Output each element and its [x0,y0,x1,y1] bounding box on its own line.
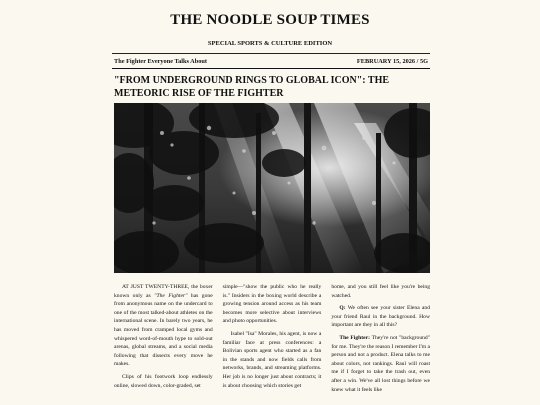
question-text: We often see your sister Elena and your friend Raul in the background. How important are they in all this? [331,305,430,329]
answer-label: The Fighter: [339,334,370,341]
article-column-1 [114,283,213,405]
article-column-2 [223,283,322,405]
answer [331,334,430,394]
top-rule [112,53,430,54]
text-run: has gone from anonymous name on the undercard to one of the most talked-about athletes on the international scene. In barely two years, he has moved from cramped local gyms and whispered word-of-mouth hype to sold-out arenas, global streams, and a social media following that dissects every move he makes. [114,292,213,368]
answer-text: They're not "background" for me. They're the reason I remember I'm a person and not a product. Elena talks to me about colors, not rankings. Raul will roast me if I forget to take the trash out, even after a win. We've all lost things before we knew what it feels like [331,334,430,393]
fighter-nickname: "The Fighter" [154,292,188,299]
article-body [114,283,430,405]
question-label: Q: [339,305,346,312]
question [331,304,430,330]
dateline-rule [112,68,430,69]
section-title: The Fighter Everyone Talks About [114,58,207,65]
text-run: AT JUST TWENTY-THREE, the boxer known only as [114,284,213,299]
issue-date: FEBRUARY 15, 2026 / 5G [356,58,428,65]
paragraph: home, and you still feel like you're being watched. [331,284,430,299]
paragraph: Isabel "Isa" Morales, his agent, is now a familiar face at press conferences: a Bolivian sports agent who started as a fan in the stands and now fields calls from networks, brands, and streaming platforms. Her job is no longer just about contracts; it is about choosing which stories get [222,330,322,389]
paragraph: simple—"show the public who he really is." Insiders in the boxing world describe a growing tension around access as his team becomes more selective about interviews and photo opportunities. [222,284,322,325]
masthead: THE NOODLE SOUP TIMES [170,12,370,28]
forest-sunbeams-photo [114,103,430,273]
paragraph [114,283,213,369]
article-headline: "FROM UNDERGROUND RINGS TO GLOBAL ICON": THE METEORIC RISE OF THE FIGHTER [114,75,390,99]
paragraph: Clips of his footwork loop endlessly online, slowed down, color-graded, set [114,373,213,389]
edition-label: SPECIAL SPORTS & CULTURE EDITION [207,40,333,47]
article-column-3 [331,283,430,405]
